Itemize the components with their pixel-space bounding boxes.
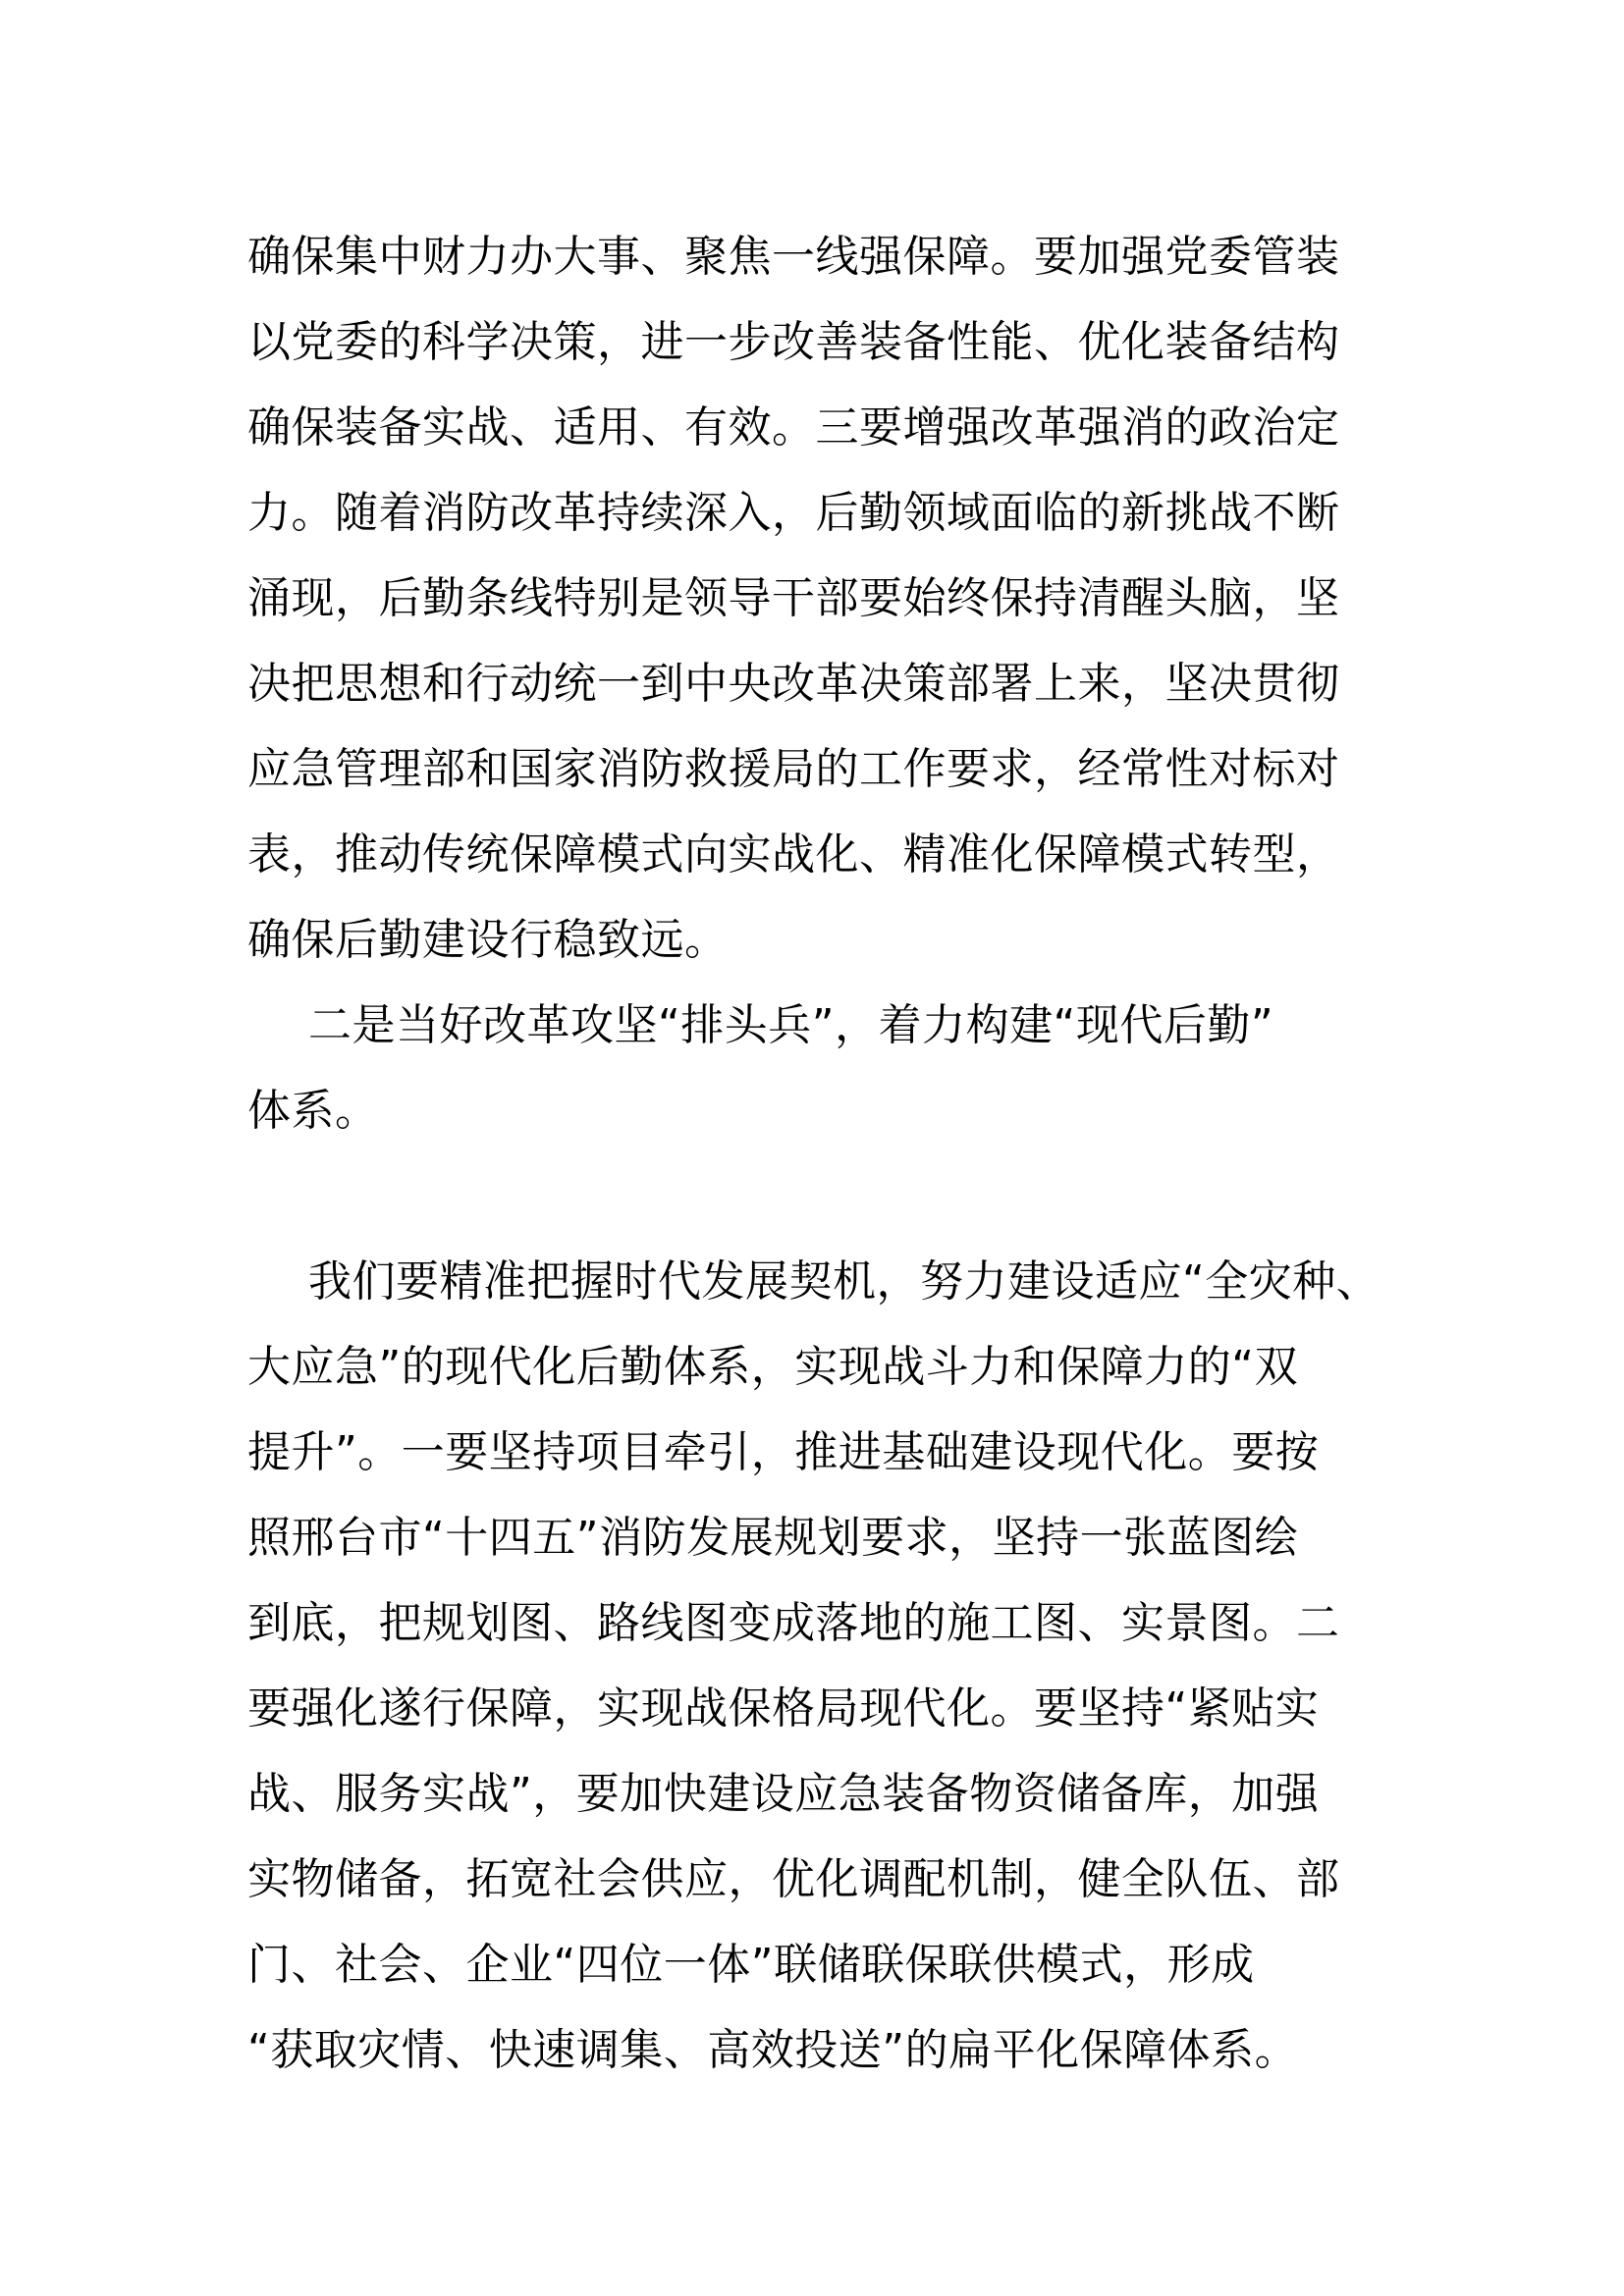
paragraph-1-line-8: 表，推动传统保障模式向实战化、精准化保障模式转型， [247,829,1340,880]
paragraph-3-line-1: 我们要精准把握时代发展契机，努力建设适应“全灾种、 [308,1256,1380,1307]
paragraph-3-line-9: 门、社会、企业“四位一体”联储联保联供模式，形成 [247,1940,1255,1990]
paragraph-3-line-2: 大应急”的现代化后勤体系，实现战斗力和保障力的“双 [247,1342,1299,1392]
paragraph-1-line-2: 以党委的科学决策，进一步改善装备性能、优化装备结构 [247,317,1340,367]
paragraph-1-line-9: 确保后勤建设行稳致远。 [247,915,729,965]
paragraph-3-line-7: 战、服务实战”，要加快建设应急装备物资储备库，加强 [247,1769,1320,1819]
paragraph-3-line-5: 到底，把规划图、路线图变成落地的施工图、实景图。二 [247,1598,1340,1648]
paragraph-1-line-3: 确保装备实战、适用、有效。三要增强改革强消的政治定 [247,402,1340,453]
paragraph-1-line-7: 应急管理部和国家消防救援局的工作要求，经常性对标对 [247,744,1340,794]
paragraph-3-line-6: 要强化遂行保障，实现战保格局现代化。要坚持“紧贴实 [247,1683,1320,1734]
section-heading-line-1: 二是当好改革攻坚“排头兵”，着力构建“现代后勤” [308,1000,1274,1050]
paragraph-1-line-6: 决把思想和行动统一到中央改革决策部署上来，坚决贯彻 [247,659,1340,709]
paragraph-3-line-3: 提升”。一要坚持项目牵引，推进基础建设现代化。要按 [247,1427,1320,1477]
paragraph-3-line-4: 照邢台市“十四五”消防发展规划要求，坚持一张蓝图绘 [247,1513,1299,1563]
paragraph-1-line-1: 确保集中财力办大事、聚焦一线强保障。要加强党委管装 [247,232,1340,282]
paragraph-3-line-8: 实物储备，拓宽社会供应，优化调配机制，健全队伍、部 [247,1854,1340,1904]
section-heading-line-2: 体系。 [247,1086,379,1136]
paragraph-3-line-10: “获取灾情、快速调集、高效投送”的扁平化保障体系。 [247,2025,1299,2075]
paragraph-1-line-4: 力。随着消防改革持续深入，后勤领域面临的新挑战不断 [247,488,1340,538]
paragraph-1-line-5: 涌现，后勤条线特别是领导干部要始终保持清醒头脑，坚 [247,573,1340,623]
